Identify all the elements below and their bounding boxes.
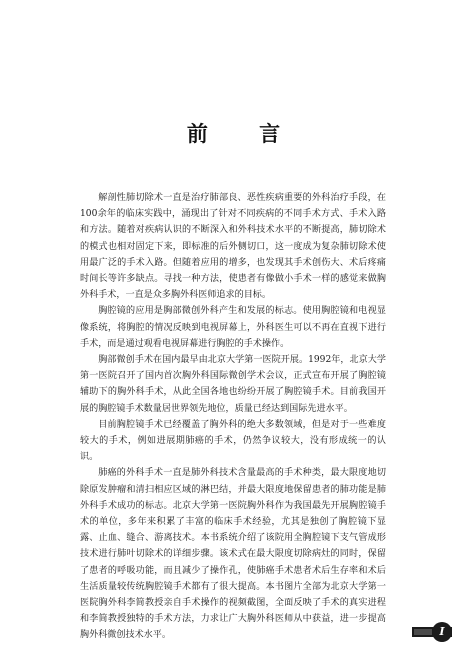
- paragraph: 胸腔镜的应用是胸部微创外科产生和发展的标志。使用胸腔镜和电视显像系统，将胸腔的情况反映到电视屏幕上，外科医生可以不再在直视下进行手术，而是通过观看电视屏幕进行胸腔的手术操作。: [80, 306, 386, 349]
- page-title: 前 言: [186, 122, 303, 146]
- paragraph: 目前胸腔镜手术已经覆盖了胸外科的绝大多数领域，但是对于一些难度较大的手术，例如进展期肺癌的手术，仍然争议较大，没有形成统一的认识。: [80, 419, 386, 463]
- paragraph: 解剖性肺切除术一直是治疗肺部良、恶性疾病重要的外科治疗手段，在100余年的临床实践中，涌现出了针对不同疾病的不同手术方式、手术入路和方法。随着对疾病认识的不断深入和外科技术水平的不断提高，肺切除术的模式也相对固定下来，即标准的后外侧切口，这一度成为复杂肺切除术使用最广泛的手术入路。但随着应用的增多，也发现其手术创伤大、术后疼痛时间长等许多缺点。寻找一种方法，使患者有像做小手术一样的感觉来做胸外科手术，一直是众多胸外科医师追求的目标。: [80, 193, 386, 301]
- paragraph: 肺癌的外科手术一直是肺外科技术含量最高的手术种类，最大限度地切除原发肿瘤和清扫相应区域的淋巴结，并最大限度地保留患者的肺功能是肺外科手术成功的标志。北京大学第一医院胸外科作为我国最先开展胸腔镜手术的单位，多年来积累了丰富的临床手术经验，尤其是独创了胸腔镜下显露、止血、缝合、游离技术。本书系统介绍了该院用全胸腔镜下支气管成形技术进行肺叶切除术的详细步骤。该术式在最大限度切除病灶的同时，保留了患者的呼吸功能，而且减少了操作孔，使肺癌手术患者术后生存率和术后生活质量较传统胸腔镜手术都有了很大提高。本书图片全部为北京大学第一医院胸外科李简教授亲自手术操作的视频截图，全面反映了手术的真实进程和李简教授独特的手术方法，力求让广大胸外科医师从中获益，进一步提高胸外科微创技术水平。: [80, 468, 386, 641]
- preface-body: [80, 190, 386, 644]
- paragraph: 胸部微创手术在国内最早由北京大学第一医院开展。1992年，北京大学第一医院召开了国内首次胸外科国际微创学术会议，正式宣布开展了胸腔镜辅助下的胸外科手术，从此全国各地也纷纷开展了胸腔镜手术。目前我国开展的胸腔镜手术数量居世界领先地位，质量已经达到国际先进水平。: [80, 355, 386, 414]
- page-number: I: [432, 622, 452, 642]
- page-number-badge: [412, 621, 452, 643]
- badge-bar-highlight: [414, 629, 432, 635]
